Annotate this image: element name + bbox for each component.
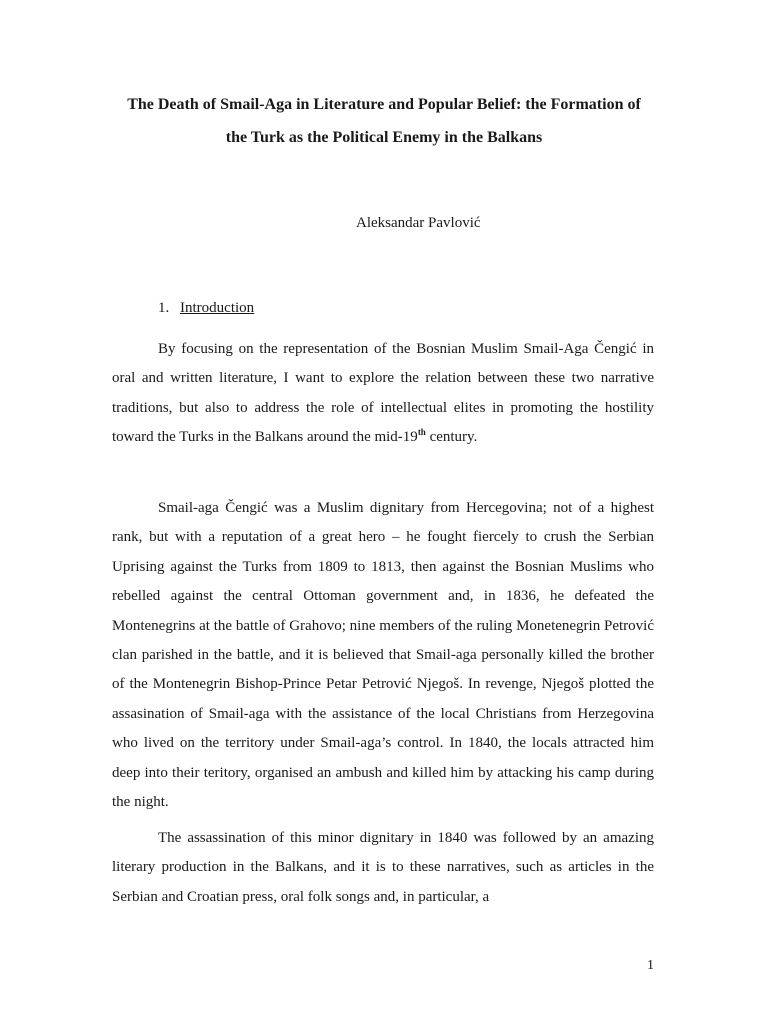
paragraph-1-text: By focusing on the representation of the Bosnian Muslim Smail-Aga Čengić in oral and written literature, I want to explore the relation between these two narrative traditions, but also to address the role of intellectual elites in promoting the hostility toward the Turks in the Balkans around the mid-19 [112,341,654,446]
page-number: 1 [647,958,654,973]
document-title-line-2: the Turk as the Political Enemy in the Balkans [225,129,543,146]
section-number: 1. [158,300,170,316]
paragraph-introduction [112,335,654,453]
document-title-line-1: The Death of Smail-Aga in Literature and Popular Belief: the Formation of [127,96,641,113]
ordinal-superscript: th [417,427,426,438]
section-heading [158,295,254,321]
section-title: Introduction [180,300,255,316]
paragraph-assassination: The assassination of this minor dignitary in 1840 was followed by an amazing literary production in the Balkans, and it is to these narratives, such as articles in the Serbian and Croatian press, oral folk songs and, in particular, a [112,830,654,905]
paragraph-smail-aga: Smail-aga Čengić was a Muslim dignitary from Hercegovina; not of a highest rank, but with a reputation of a great hero – he fought fiercely to crush the Serbian Uprising against the Turks from 1809 to 1813, then against the Bosnian Muslims who rebelled against the central Ottoman government and, in 1836, he defeated the Montenegrins at the battle of Grahovo; nine members of the ruling Monetenegrin Petrović clan parished in the battle, and it is believed that Smail-aga personally killed the brother of the Montenegrin Bishop-Prince Petar Petrović Njegoš. In revenge, Njegoš plotted the assasination of Smail-aga with the assistance of the local Christians from Herzegovina who lived on the territory under Smail-aga’s control. In 1840, the locals attracted him deep into their teritory, organised an ambush and killed him by attacking his camp during the night. [112,500,654,811]
paragraph-1-text-end: century. [425,429,478,446]
author-name: Aleksandar Pavlović [356,215,481,231]
